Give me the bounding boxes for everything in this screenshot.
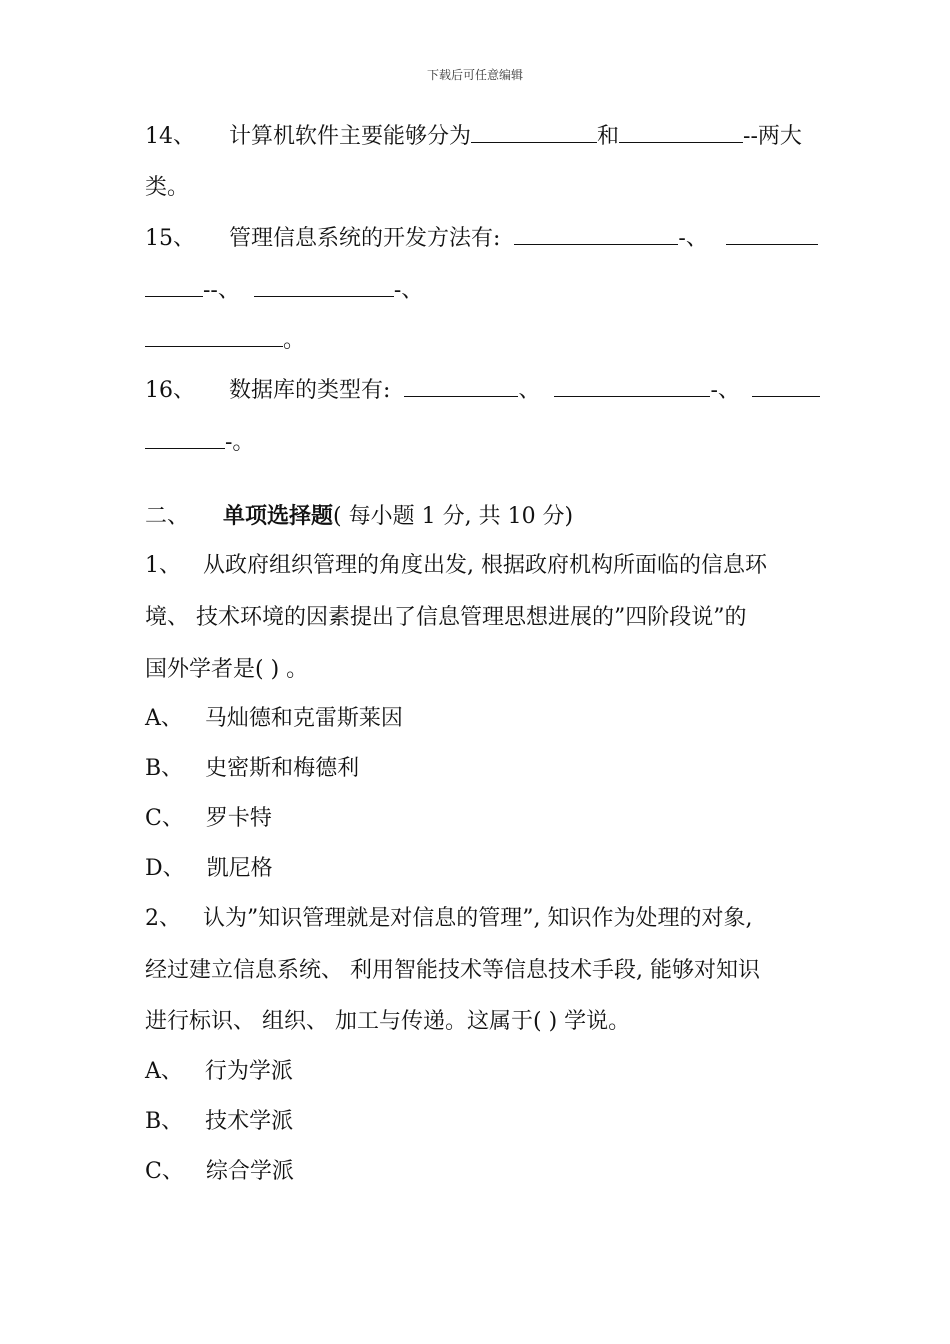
fill-question-16-end: -。 — [145, 428, 254, 457]
blank[interactable] — [254, 276, 394, 297]
question-2-line-1: 2、 认为”知识管理就是对信息的管理”, 知识作为处理的对象, — [145, 906, 753, 931]
blank[interactable] — [145, 276, 203, 297]
section-note: ( 每小题 1 分, 共 10 分) — [333, 504, 574, 529]
blank[interactable] — [619, 122, 743, 143]
question-number: 2、 — [145, 906, 181, 931]
option-c[interactable]: C、 综合学派 — [145, 1159, 294, 1184]
option-b[interactable]: B、 史密斯和梅德利 — [145, 756, 360, 781]
blank[interactable] — [145, 326, 283, 347]
page-header: 下载后可任意编辑 — [426, 68, 523, 82]
question-number: 16、 — [145, 378, 195, 403]
question-2-line-3: 进行标识、 组织、 加工与传递。这属于( ) 学说。 — [145, 1009, 631, 1034]
blank[interactable] — [726, 224, 818, 245]
question-1-line-3: 国外学者是( ) 。 — [145, 657, 309, 682]
option-a[interactable]: A、 行为学派 — [145, 1059, 293, 1084]
section-number: 二、 — [145, 504, 190, 529]
fill-question-15-end: 。 — [145, 326, 305, 355]
question-text: 计算机软件主要能够分为 — [229, 124, 472, 149]
question-continuation: 类。 — [145, 175, 190, 200]
fill-question-15-cont: --、 -、 — [145, 276, 423, 305]
question-2-line-2: 经过建立信息系统、 利用智能技术等信息技术手段, 能够对知识 — [145, 958, 760, 983]
section-heading — [145, 502, 573, 531]
blank[interactable] — [404, 376, 518, 397]
question-text: 管理信息系统的开发方法有: — [229, 226, 501, 251]
blank[interactable] — [514, 224, 678, 245]
question-number: 14、 — [145, 124, 195, 149]
option-b[interactable]: B、 技术学派 — [145, 1109, 294, 1134]
question-text: 数据库的类型有: — [229, 378, 391, 403]
option-c[interactable]: C、 罗卡特 — [145, 806, 272, 831]
blank[interactable] — [752, 376, 820, 397]
question-number: 1、 — [145, 553, 181, 578]
question-1-line-2: 境、 技术环境的因素提出了信息管理思想进展的”四阶段说”的 — [145, 605, 747, 630]
blank[interactable] — [471, 122, 597, 143]
fill-question-14: 14、 计算机软件主要能够分为 和 --两大 — [145, 124, 802, 149]
fill-question-15: 15、 管理信息系统的开发方法有: -、 — [145, 224, 818, 253]
question-number: 15、 — [145, 226, 195, 251]
blank[interactable] — [554, 376, 710, 397]
option-a[interactable]: A、 马灿德和克雷斯莱因 — [145, 706, 403, 731]
blank[interactable] — [145, 428, 225, 449]
question-1-line-1: 1、 从政府组织管理的角度出发, 根据政府机构所面临的信息环 — [145, 553, 767, 578]
section-title: 单项选择题 — [223, 503, 334, 529]
fill-question-16: 16、 数据库的类型有: 、 -、 — [145, 376, 820, 405]
option-d[interactable]: D、 凯尼格 — [145, 856, 273, 881]
